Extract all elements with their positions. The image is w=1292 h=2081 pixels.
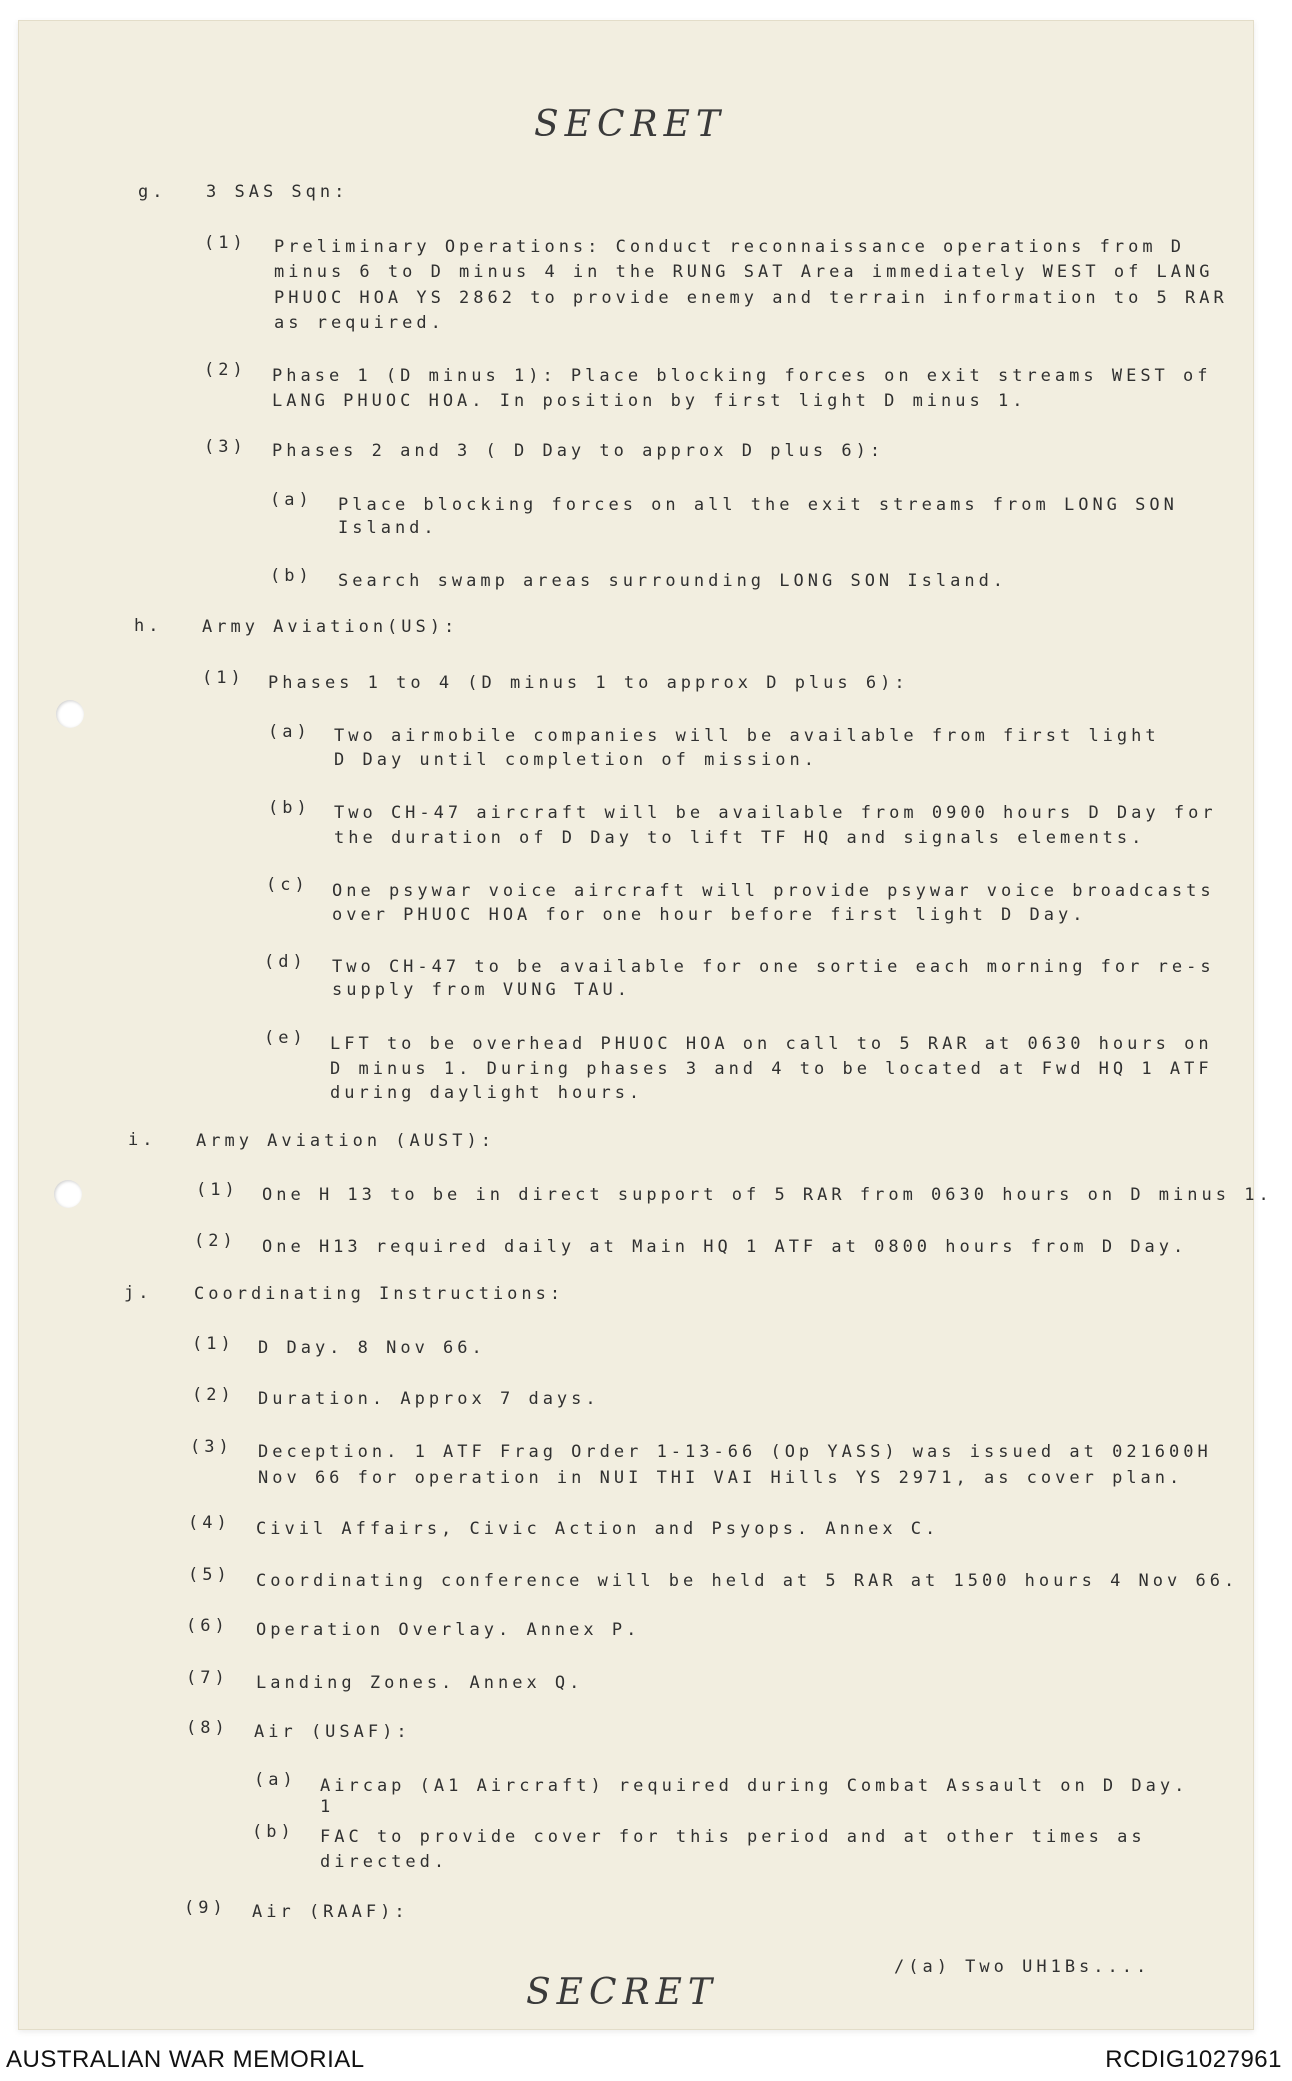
j-air-sub-a-line-1: Aircap (A1 Aircraft) required during Combat Assault on D Day. [320, 1776, 1189, 1796]
i-item-2-line-1: One H13 required daily at Main HQ 1 ATF at 0800 hours from D Day. [262, 1237, 1188, 1257]
j-item-3-num: (3) [190, 1437, 233, 1457]
j-item-3-line-2: Nov 66 for operation in NUI THI VAI Hills YS 2971, as cover plan. [258, 1468, 1184, 1488]
g-item-1-line-4: as required. [274, 313, 445, 333]
j-item-1-num: (1) [192, 1334, 235, 1354]
g-sub-a-num: (a) [270, 490, 313, 510]
h-sub-b-num: (b) [268, 798, 311, 818]
section-j-title: Coordinating Instructions: [194, 1284, 565, 1304]
g-sub-b-num: (b) [270, 566, 313, 586]
j-item-3-line-1: Deception. 1 ATF Frag Order 1-13-66 (Op YASS) was issued at 021600H [258, 1442, 1212, 1462]
h-sub-e-line-2: D minus 1. During phases 3 and 4 to be located at Fwd HQ 1 ATF [330, 1059, 1213, 1079]
h-item-1-line-1: Phases 1 to 4 (D minus 1 to approx D plus 6): [268, 673, 909, 693]
j-item-5-line-1: Coordinating conference will be held at 5 RAR at 1500 hours 4 Nov 66. [256, 1571, 1239, 1591]
archive-id: RCDIG1027961 [1105, 2046, 1282, 2073]
g-item-2-num: (2) [204, 360, 247, 380]
punch-hole-lower [54, 1180, 82, 1208]
h-sub-c-num: (c) [266, 875, 309, 895]
i-item-1-num: (1) [196, 1180, 239, 1200]
g-item-2-line-1: Phase 1 (D minus 1): Place blocking forces on exit streams WEST of [272, 366, 1212, 386]
j-air-sub-b-line-1: FAC to provide cover for this period and at other times as [320, 1827, 1146, 1847]
h-sub-a-line-1: Two airmobile companies will be available from first light [334, 726, 1160, 746]
g-item-2-line-2: LANG PHUOC HOA. In position by first light D minus 1. [272, 391, 1027, 411]
section-h-title: Army Aviation(US): [202, 617, 459, 637]
punch-hole-upper [56, 700, 84, 728]
g-sub-a-line-2: Island. [338, 518, 438, 538]
section-g-title: 3 SAS Sqn: [206, 182, 349, 202]
j-item-2-num: (2) [192, 1385, 235, 1405]
footer-secret-stamp: SECRET [526, 1972, 718, 2013]
j-air-sub-b-num: (b) [252, 1822, 295, 1842]
j-item-2-line-1: Duration. Approx 7 days. [258, 1389, 600, 1409]
g-item-1-line-3: PHUOC HOA YS 2862 to provide enemy and terrain information to 5 RAR [274, 288, 1228, 308]
j-item-4-num: (4) [188, 1513, 231, 1533]
h-sub-d-line-2: supply from VUNG TAU. [332, 980, 631, 1000]
j-item-1-line-1: D Day. 8 Nov 66. [258, 1338, 486, 1358]
i-item-1-line-1: One H 13 to be in direct support of 5 RAR from 0630 hours on D minus 1. [262, 1185, 1273, 1205]
j-item-7-num: (7) [186, 1668, 229, 1688]
h-sub-b-line-2: the duration of D Day to lift TF HQ and signals elements. [334, 828, 1146, 848]
g-sub-b-line-1: Search swamp areas surrounding LONG SON Island. [338, 571, 1008, 591]
h-sub-a-line-2: D Day until completion of mission. [334, 750, 818, 770]
g-item-3-line-1: Phases 2 and 3 ( D Day to approx D plus 6): [272, 441, 885, 461]
j-air-sub-b-line-2: directed. [320, 1852, 449, 1872]
j-item-4-line-1: Civil Affairs, Civic Action and Psyops. Annex C. [256, 1519, 940, 1539]
j-item-6-num: (6) [186, 1616, 229, 1636]
j-item-9-num: (9) [184, 1898, 227, 1918]
j-item-8-line-1: Air (USAF): [254, 1722, 411, 1742]
i-item-2-num: (2) [194, 1231, 237, 1251]
j-item-9-line-1: Air (RAAF): [252, 1902, 409, 1922]
h-item-1-num: (1) [202, 668, 245, 688]
section-g-label: g. [138, 182, 167, 202]
h-sub-e-line-3: during daylight hours. [330, 1083, 644, 1103]
h-sub-c-line-2: over PHUOC HOA for one hour before first light D Day. [332, 905, 1087, 925]
header-secret-stamp: SECRET [534, 104, 726, 145]
j-air-sub-a-line-2: 1 [320, 1797, 335, 1817]
g-item-1-line-2: minus 6 to D minus 4 in the RUNG SAT Area immediately WEST of LANG [274, 262, 1214, 282]
archive-credit: AUSTRALIAN WAR MEMORIAL [6, 2046, 365, 2073]
section-i-label: i. [128, 1130, 157, 1150]
j-item-5-num: (5) [188, 1565, 231, 1585]
g-item-1-line-1: Preliminary Operations: Conduct reconnaissance operations from D [274, 237, 1186, 257]
h-sub-e-line-1: LFT to be overhead PHUOC HOA on call to 5 RAR at 0630 hours on [330, 1034, 1213, 1054]
continuation-note: /(a) Two UH1Bs.... [894, 1957, 1151, 1977]
j-item-8-num: (8) [186, 1718, 229, 1738]
h-sub-b-line-1: Two CH-47 aircraft will be available from 0900 hours D Day for [334, 803, 1217, 823]
h-sub-d-num: (d) [264, 952, 307, 972]
h-sub-d-line-1: Two CH-47 to be available for one sortie each morning for re-s [332, 957, 1215, 977]
section-i-title: Army Aviation (AUST): [196, 1131, 495, 1151]
j-item-6-line-1: Operation Overlay. Annex P. [256, 1620, 641, 1640]
section-h-label: h. [134, 616, 163, 636]
h-sub-e-num: (e) [264, 1028, 307, 1048]
g-item-3-num: (3) [204, 437, 247, 457]
h-sub-c-line-1: One psywar voice aircraft will provide psywar voice broadcasts [332, 881, 1215, 901]
section-j-label: j. [124, 1283, 153, 1303]
g-item-1-num: (1) [204, 233, 247, 253]
j-air-sub-a-num: (a) [254, 1770, 297, 1790]
h-sub-a-num: (a) [268, 722, 311, 742]
j-item-7-line-1: Landing Zones. Annex Q. [256, 1673, 584, 1693]
g-sub-a-line-1: Place blocking forces on all the exit streams from LONG SON [338, 495, 1178, 515]
